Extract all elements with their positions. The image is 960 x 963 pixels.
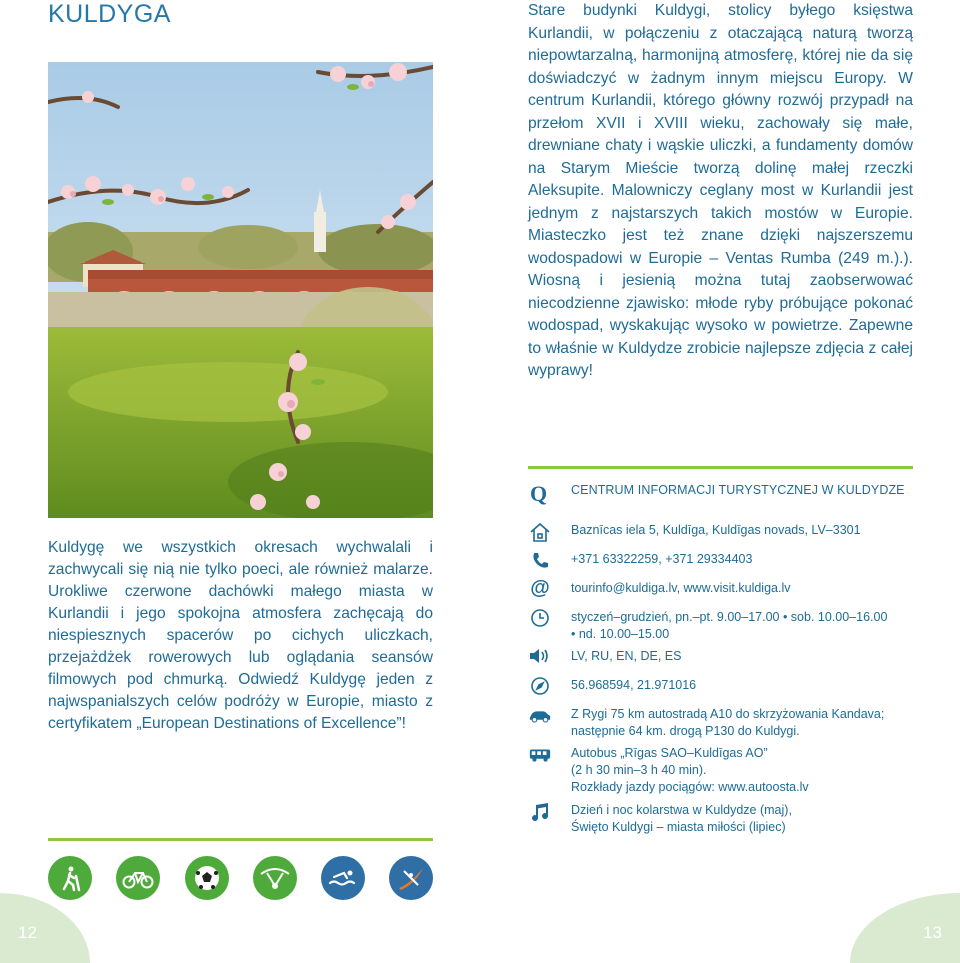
kuldiga-bridge-photo — [48, 62, 433, 518]
info-car-directions — [571, 706, 916, 740]
football-icon — [185, 856, 229, 900]
info-events-line2: Święto Kuldygi – miasta miłości (lipiec) — [571, 820, 786, 834]
phone-icon — [528, 549, 552, 573]
cycling-icon — [116, 856, 160, 900]
info-hours — [571, 609, 916, 643]
page-number-right: 13 — [923, 923, 942, 942]
house-icon — [528, 520, 552, 544]
divider-rule — [48, 838, 433, 841]
info-bus-line3: Rozkłady jazdy pociągów: www.autoosta.lv — [571, 780, 809, 794]
clock-icon — [528, 606, 552, 630]
activity-icons-row — [48, 856, 433, 900]
page-tab-right — [850, 893, 960, 963]
hiking-icon — [48, 856, 92, 900]
page-number-left: 12 — [18, 923, 37, 942]
info-coordinates: 56.968594, 21.971016 — [571, 678, 697, 692]
bus-icon — [528, 743, 552, 767]
info-divider-rule — [528, 466, 913, 469]
hang-gliding-icon — [253, 856, 297, 900]
info-events — [571, 802, 916, 836]
at-sign-icon: @ — [530, 576, 550, 599]
info-bus — [571, 745, 916, 796]
info-car-line1: Z Rygi 75 km autostradą A10 do skrzyżowania Kandava; — [571, 707, 885, 721]
description-paragraph: Stare budynki Kuldygi, stolicy byłego księstwa Kurlandii, w połączeniu z otaczającą naturą tworzą niepowtarzalną, harmonijną atmosferę, której nie da się doświadczyć w żadnym innym miejscu Europy. W centrum Kurlandii, którego główny rozwój przypadł na przełom XVII i XVIII wieku, zachowały się małe, drewniane chaty i wąskie uliczki, a fundamenty domów na Starym Mieście tworzą dolinę małej rzeczki Aleksupite. Malowniczy ceglany most w Kurlandii jest jednym z najstarszych takich mostów w Europie. Miasteczko jest też znane dzięki najszerszemu wodospadowi w Europie – Ventas Rumba (249 m.).). Wiosną i jesienią można tutaj zaobserwować niecodzienne zjawisko: młode ryby próbujące pokonać wodospad, wyskakując wysoko w powietrze. Zapewne to właśnie w Kuldydze zrobicie najlepsze zdjęcia z całej wyprawy! — [528, 2, 913, 379]
info-languages: LV, RU, EN, DE, ES — [571, 649, 682, 663]
page-tab-left — [0, 893, 90, 963]
swimming-icon — [321, 856, 365, 900]
speaker-icon — [528, 644, 552, 668]
intro-paragraph: Kuldygę we wszystkich okresach wychwalali i zachwycali się nią nie tylko poeci, ale również malarze. Urokliwe czerwone dachówki małego miasta w Kurlandii i jego spokojna atmosfera zachęcają do niespiesznych spacerów po cichych uliczkach, przejażdżek rowerowych lub oglądania seansów filmowych pod chmurką. Odwiedź Kuldygę jeden z najwspanialszych celów podróży w Europie, miasto z certyfikatem „European Destinations of Excellence”! — [48, 539, 433, 732]
info-bus-line1: Autobus „Rīgas SAO–Kuldīgas AO” — [571, 746, 768, 760]
info-events-line1: Dzień i noc kolarstwa w Kuldydze (maj), — [571, 803, 792, 817]
music-note-icon — [528, 800, 552, 824]
info-q-icon: Q — [530, 481, 548, 506]
info-bus-line2: (2 h 30 min–3 h 40 min). — [571, 763, 707, 777]
compass-icon — [528, 674, 552, 698]
info-car-line2: następnie 64 km. drogą P130 do Kuldygi. — [571, 724, 800, 738]
info-web: tourinfo@kuldiga.lv, www.visit.kuldiga.lv — [571, 581, 791, 595]
info-hours-line1: styczeń–grudzień, pn.–pt. 9.00–17.00 • sob. 10.00–16.00 — [571, 610, 888, 624]
info-hours-line2: • nd. 10.00–15.00 — [571, 627, 670, 641]
car-icon — [528, 704, 552, 728]
info-address: Baznīcas iela 5, Kuldīga, Kuldīgas novads, LV–3301 — [571, 523, 861, 537]
info-header: CENTRUM INFORMACJI TURYSTYCZNEJ W KULDYDZE — [571, 483, 905, 497]
kayaking-icon — [389, 856, 433, 900]
page-title: KULDYGA — [48, 0, 171, 28]
info-phone: +371 63322259, +371 29334403 — [571, 552, 753, 566]
